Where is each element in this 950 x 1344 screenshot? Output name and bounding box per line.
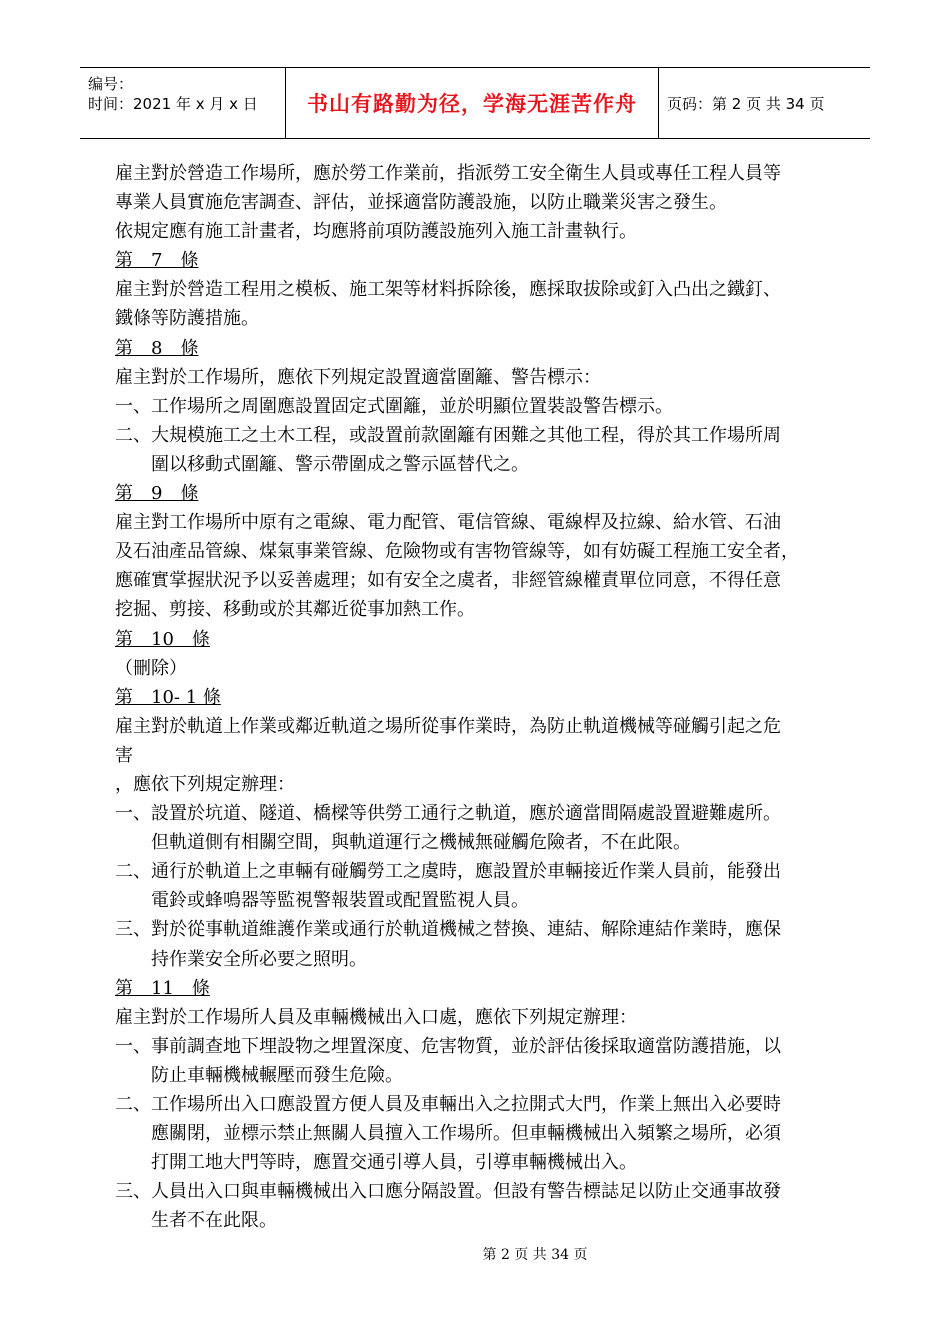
paragraph-line: 鐵條等防護措施。 [115, 308, 259, 330]
paragraph-line: 雇主對於工作場所，應依下列規定設置適當圍籬、警告標示： [115, 366, 601, 388]
list-item-continuation: 應關閉，並標示禁止無關人員擅入工作場所。但車輛機械出入頻繁之場所，必須 [151, 1123, 781, 1145]
list-item: 一、事前調查地下埋設物之埋置深度、危害物質，並於評估後採取適當防護措施，以 [115, 1035, 781, 1057]
list-item-continuation: 但軌道側有相關空間，與軌道運行之機械無碰觸危險者，不在此限。 [151, 832, 691, 854]
paragraph-line: ，應依下列規定辦理： [115, 773, 295, 795]
header-meta [80, 68, 285, 138]
list-item: 二、大規模施工之土木工程，或設置前款圍籬有困難之其他工程，得於其工作場所周 [115, 424, 781, 446]
list-item-continuation: 圍以移動式圍籬、警示帶圍成之警示區替代之。 [151, 453, 529, 475]
page-header [80, 67, 870, 139]
paragraph-line: 依規定應有施工計畫者，均應將前項防護設施列入施工計畫執行。 [115, 221, 637, 243]
paragraph-line: 雇主對於營造工作場所，應於勞工作業前，指派勞工安全衛生人員或專任工程人員等 [115, 163, 781, 184]
list-item: 一、設置於坑道、隧道、橋樑等供勞工通行之軌道，應於適當間隔處設置避難處所。 [115, 803, 781, 825]
paragraph-line: 雇主對於營造工程用之模板、施工架等材料拆除後，應採取拔除或釘入凸出之鐵釘、 [115, 279, 781, 301]
article-heading: 第 10 條 [115, 628, 210, 650]
paragraph-line: 雇主對於工作場所人員及車輛機械出入口處，應依下列規定辦理： [115, 1006, 637, 1028]
article-heading: 第 10- 1 條 [115, 686, 221, 708]
list-item: 三、對於從事軌道維護作業或通行於軌道機械之替換、連結、解除連結作業時，應保 [115, 919, 781, 941]
paragraph-line: 雇主對於軌道上作業或鄰近軌道之場所從事作業時，為防止軌道機械等碰觸引起之危 [115, 715, 781, 737]
article-heading: 第 11 條 [115, 977, 210, 999]
paragraph-line: 雇主對工作場所中原有之電線、電力配管、電信管線、電線桿及拉線、給水管、石油 [115, 512, 781, 534]
list-item: 三、人員出入口與車輛機械出入口應分隔設置。但設有警告標誌足以防止交通事故發 [115, 1181, 781, 1203]
list-item-continuation: 生者不在此限。 [151, 1210, 277, 1232]
paragraph-line: 害 [115, 744, 133, 766]
list-item: 一、工作場所之周圍應設置固定式圍籬，並於明顯位置裝設警告標示。 [115, 395, 673, 417]
list-item-continuation: 電鈴或蜂鳴器等監視警報裝置或配置監視人員。 [151, 890, 529, 912]
paragraph-line: （刪除） [115, 657, 187, 679]
header-page-info: 页码：第 2 页 共 34 页 [667, 94, 825, 113]
page-footer [0, 1244, 950, 1264]
footer-page-number: 第 2 页 共 34 页 [482, 1247, 588, 1263]
header-motto: 书山有路勤为径，学海无涯苦作舟 [285, 68, 659, 138]
list-item-continuation: 持作業安全所必要之照明。 [151, 948, 367, 970]
article-heading: 第 7 條 [115, 250, 199, 272]
article-heading: 第 9 條 [115, 483, 199, 505]
document-number-label: 编号： [88, 75, 134, 93]
paragraph-line: 應確實掌握狀況予以妥善處理；如有安全之虞者，非經管線權責單位同意，不得任意 [115, 570, 781, 592]
list-item-continuation: 防止車輛機械輾壓而發生危險。 [151, 1064, 403, 1086]
document-date: 时间：2021 年 x 月 x 日 [88, 95, 258, 113]
paragraph-line: 挖掘、剪接、移動或於其鄰近從事加熱工作。 [115, 599, 475, 621]
list-item-continuation: 打開工地大門等時，應置交通引導人員，引導車輛機械出入。 [151, 1152, 637, 1174]
list-item: 二、工作場所出入口應設置方便人員及車輛出入之拉開式大門，作業上無出入必要時 [115, 1094, 781, 1115]
paragraph-line: 及石油產品管線、煤氣事業管線、危險物或有害物管線等，如有妨礙工程施工安全者， [115, 541, 799, 563]
article-heading: 第 8 條 [115, 337, 199, 359]
document-body [115, 159, 835, 1235]
paragraph-line: 專業人員實施危害調查、評估，並採適當防護設施，以防止職業災害之發生。 [115, 192, 727, 214]
list-item: 二、通行於軌道上之車輛有碰觸勞工之虞時，應設置於車輛接近作業人員前，能發出 [115, 861, 781, 883]
